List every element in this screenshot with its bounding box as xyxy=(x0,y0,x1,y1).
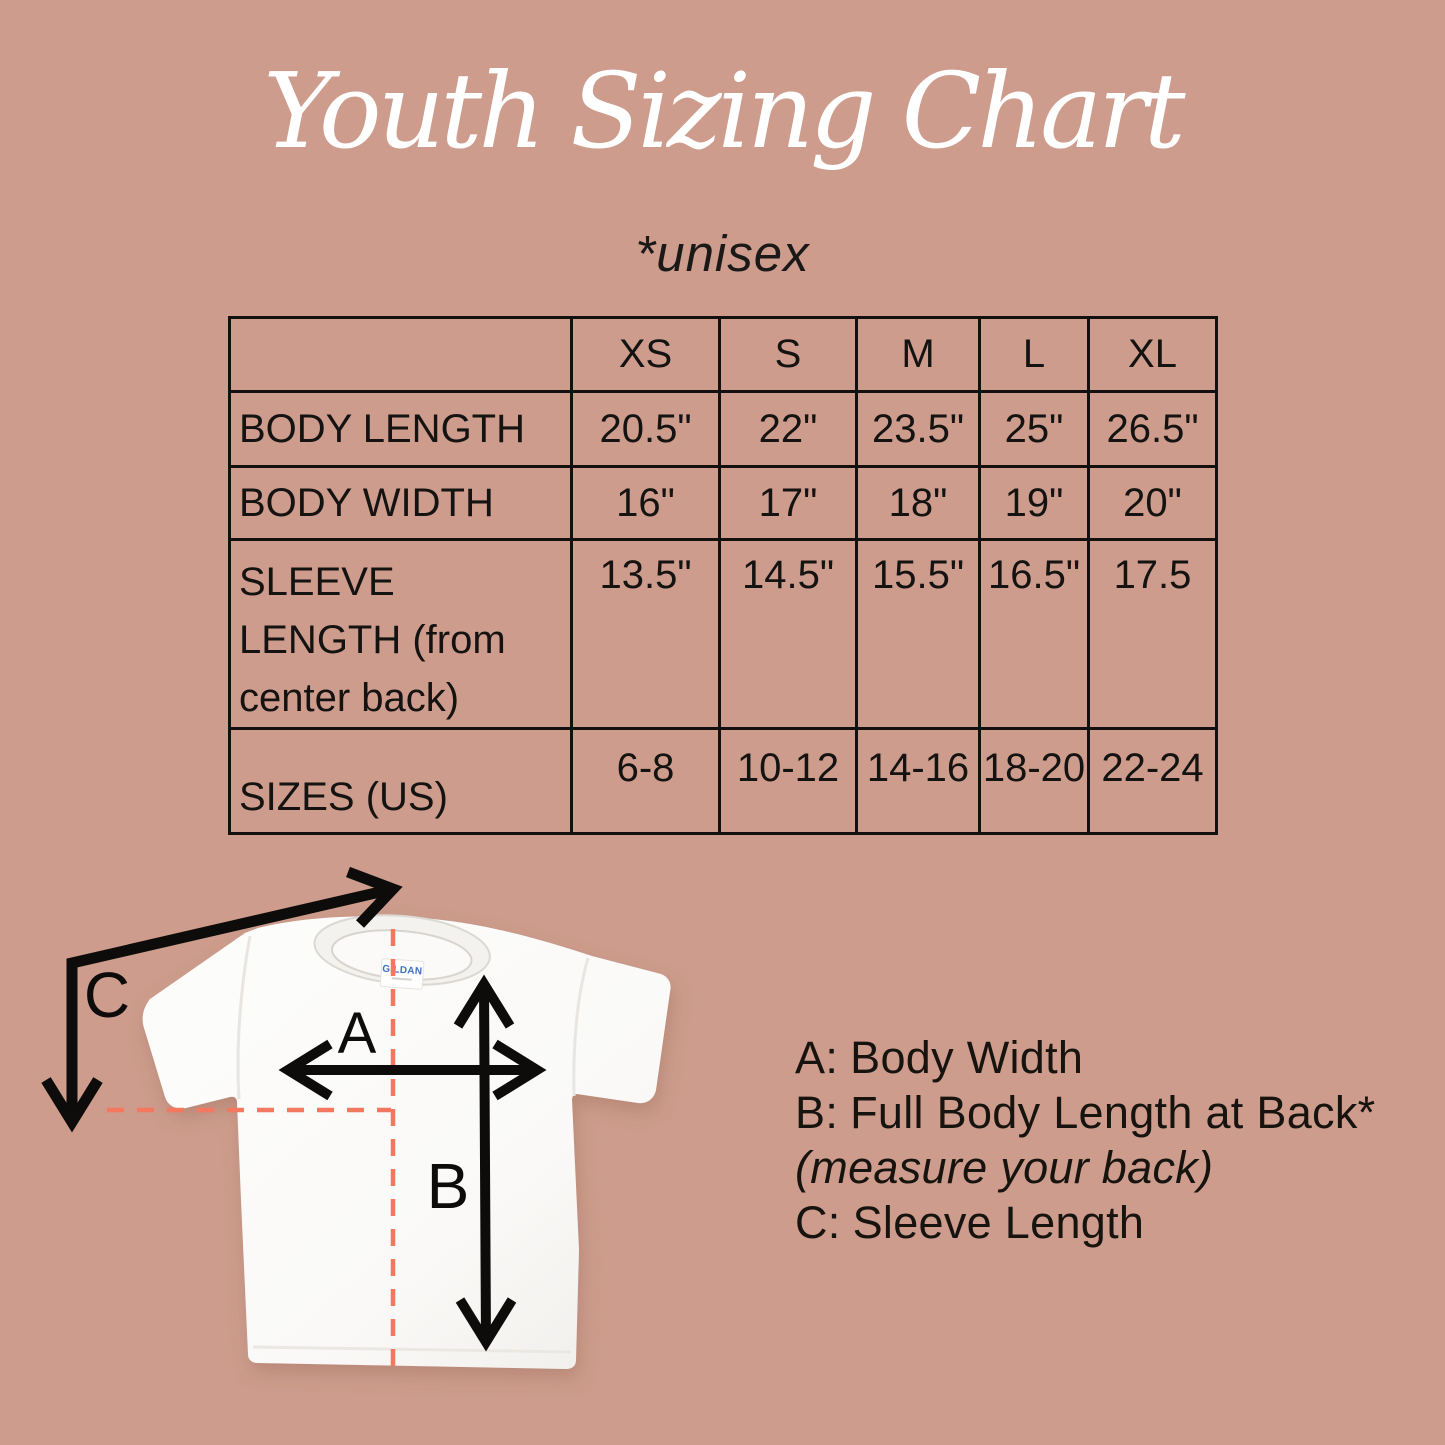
value-cell: 10-12 xyxy=(720,729,857,834)
value-cell: 23.5" xyxy=(857,392,980,467)
legend-text: (measure your back) xyxy=(795,1142,1214,1193)
legend-text: Body Width xyxy=(850,1032,1084,1083)
label-b: B xyxy=(426,1150,470,1222)
value-cell: 18" xyxy=(857,467,980,540)
value-cell: 14-16 xyxy=(857,729,980,834)
value-cell: 26.5" xyxy=(1089,392,1217,467)
legend-prefix: C: xyxy=(795,1197,841,1248)
value-cell: 16" xyxy=(572,467,720,540)
value-cell: 19" xyxy=(980,467,1089,540)
legend-text: Full Body Length at Back* xyxy=(850,1087,1376,1138)
label-a: A xyxy=(337,1001,377,1066)
row-label-cell: BODY LENGTH xyxy=(230,392,572,467)
legend-item-c xyxy=(795,1195,1375,1250)
value-cell: 17.5 xyxy=(1089,540,1217,729)
gildan-tag xyxy=(380,959,424,990)
value-cell: 18-20 xyxy=(980,729,1089,834)
tshirt-photo xyxy=(143,908,671,1369)
value-cell: 6-8 xyxy=(572,729,720,834)
value-cell: 13.5" xyxy=(572,540,720,729)
page-title: Youth Sizing Chart xyxy=(263,50,1182,172)
header-cell-m: M xyxy=(857,318,980,392)
legend-item-note xyxy=(795,1140,1375,1195)
value-cell: 20.5" xyxy=(572,392,720,467)
row-label-text: SLEEVE LENGTH (from center back) xyxy=(239,560,506,720)
value-cell: 25" xyxy=(980,392,1089,467)
value-cell: 22" xyxy=(720,392,857,467)
legend-item-b xyxy=(795,1085,1375,1140)
value-cell: 22-24 xyxy=(1089,729,1217,834)
legend-item-a xyxy=(795,1030,1375,1085)
legend-prefix: A: xyxy=(795,1032,839,1083)
page-subtitle: *unisex xyxy=(635,225,810,282)
legend-text: Sleeve Length xyxy=(852,1197,1145,1248)
header-cell-s: S xyxy=(720,318,857,392)
value-cell: 16.5" xyxy=(980,540,1089,729)
row-label-cell: BODY WIDTH xyxy=(230,467,572,540)
gildan-tag-text: GILDAN xyxy=(381,963,423,978)
value-cell: 15.5" xyxy=(857,540,980,729)
value-cell: 17" xyxy=(720,467,857,540)
header-cell-xs: XS xyxy=(572,318,720,392)
header-cell-l: L xyxy=(980,318,1089,392)
value-cell: 14.5" xyxy=(720,540,857,729)
legend xyxy=(795,1030,1375,1250)
row-label-cell: SIZES (US) xyxy=(230,729,572,834)
value-cell: 20" xyxy=(1089,467,1217,540)
header-cell-xl: XL xyxy=(1089,318,1217,392)
label-c: C xyxy=(83,959,131,1031)
legend-prefix: B: xyxy=(795,1087,839,1138)
